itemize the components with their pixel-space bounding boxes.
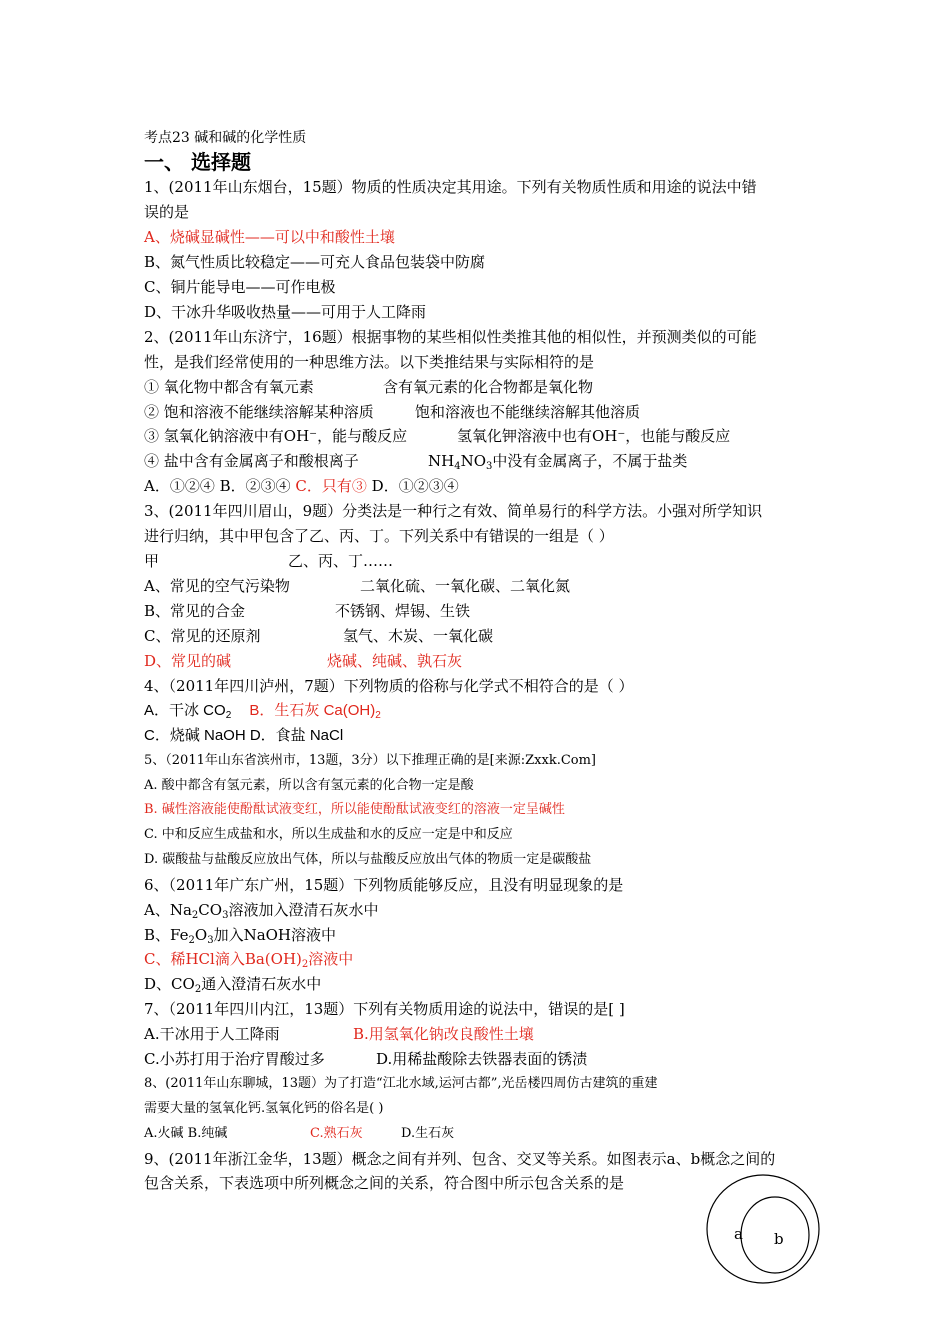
q8-stem-line1: 8、(2011年山东聊城，13题）为了打造“江北水域,运河古都”,光岳楼四周仿古建筑的重建	[144, 1076, 658, 1091]
q6-a-sub1: 2	[191, 910, 199, 921]
q7-option-a: A.干冰用于人工降雨	[144, 1025, 280, 1043]
q5-option-a: A. 酸中都含有氢元素，所以含有氢元素的化合物一定是酸	[144, 778, 474, 793]
q6-c-text1: C、稀HCl滴入Ba(OH)	[144, 950, 302, 968]
q2-option-ab: A．①②④ B．②③④	[144, 477, 291, 495]
q3-stem-line2: 进行归纳，其中甲包含了乙、丙、丁。下列关系中有错误的一组是（ ）	[144, 527, 614, 545]
q8-options	[144, 1124, 455, 1144]
q6-stem: 6、（2011年广东广州，15题）下列物质能够反应，且没有明显现象的是	[144, 876, 624, 894]
venn-label-a: a	[734, 1225, 743, 1243]
q8-stem-line2: 需要大量的氢氧化钙.氢氧化钙的俗名是( )	[144, 1101, 384, 1116]
q4-option-b	[249, 702, 380, 719]
q6-d-sub1: 2	[194, 984, 202, 995]
q5-option-b: B. 碱性溶液能使酚酞试液变红，所以能使酚酞试液变红的溶液一定呈碱性	[144, 802, 565, 817]
q3-option-c	[144, 626, 494, 646]
q3-option-c-left: C、常见的还原剂	[144, 627, 261, 645]
q4-options-cd: C．烧碱 NaOH D．食盐 NaCl	[144, 727, 344, 744]
q8-option-ab: A.火碱 B.纯碱	[144, 1126, 228, 1141]
q6-a-sub2: 3	[222, 910, 229, 921]
q1-option-b: B、氮气性质比较稳定——可充人食品包装袋中防腐	[144, 253, 486, 271]
q2-item-4-left: ④ 盐中含有金属离子和酸根离子	[144, 452, 359, 470]
q4-stem: 4、（2011年四川泸州，7题）下列物质的俗称与化学式不相符合的是（ ）	[144, 677, 634, 695]
q2-stem-line1: 2、(2011年山东济宁，16题）根据事物的某些相似性类推其他的相似性，并预测类似的可能	[144, 328, 757, 346]
q6-option-b	[144, 925, 336, 951]
q3-option-b-right: 不锈钢、焊锡、生铁	[335, 602, 471, 620]
q5-option-d: D. 碳酸盐与盐酸反应放出气体，所以与盐酸反应放出气体的物质一定是碳酸盐	[144, 852, 592, 867]
section-heading: 一、 选择题	[144, 150, 251, 174]
venn-label-b: b	[774, 1230, 784, 1248]
q4-options-ab	[144, 701, 381, 726]
q6-b-text3: 加入NaOH溶液中	[213, 926, 337, 944]
q8-option-c: C.熟石灰	[310, 1126, 363, 1141]
q9-stem-line2: 包含关系，下表选项中所列概念之间的关系，符合图中所示包含关系的是	[144, 1174, 625, 1192]
q2-item-2-right: 饱和溶液也不能继续溶解其他溶质	[415, 403, 641, 421]
q8-option-d: D.生石灰	[401, 1126, 455, 1141]
q5-option-c: C. 中和反应生成盐和水，所以生成盐和水的反应一定是中和反应	[144, 827, 513, 842]
q2-item-3	[144, 426, 731, 446]
q6-b-sub2: 3	[207, 935, 214, 946]
q2-item-4-right	[428, 451, 687, 477]
q3-col-left: 甲	[144, 552, 160, 570]
topic-title: 考点23 碱和碱的化学性质	[144, 130, 307, 146]
venn-diagram	[705, 1172, 825, 1287]
q2-item-4-sub1: 4	[454, 461, 461, 472]
q7-option-b: B.用氢氧化钠改良酸性土壤	[353, 1025, 534, 1043]
q4-option-b-text: B．生石灰 Ca(OH)	[249, 702, 376, 719]
q4-option-a	[144, 702, 231, 719]
q4-option-b-sub: 2	[375, 710, 381, 721]
q5-stem: 5、（2011年山东省滨州市，13题，3分）以下推理正确的是[来源:Zxxk.Com]	[144, 753, 596, 768]
q6-option-d	[144, 974, 321, 1000]
q3-header	[144, 551, 394, 571]
q6-d-text2: 通入澄清石灰水中	[201, 975, 322, 993]
q3-option-d-right: 烧碱、纯碱、孰石灰	[327, 652, 463, 670]
q9-stem-line1: 9、(2011年浙江金华，13题）概念之间有并列、包含、交叉等关系。如图表示a、b概念之间的	[144, 1150, 776, 1168]
q6-option-c	[144, 949, 353, 975]
q3-stem-line1: 3、(2011年四川眉山，9题）分类法是一种行之有效、简单易行的科学方法。小强对所学知识	[144, 502, 763, 520]
q1-option-a: A、烧碱显碱性——可以中和酸性土壤	[144, 228, 395, 246]
q6-b-sub1: 2	[188, 935, 195, 946]
q6-option-a	[144, 900, 378, 926]
q3-col-right: 乙、丙、丁……	[288, 552, 394, 570]
q3-option-a-right: 二氧化硫、一氧化碳、二氧化氮	[360, 577, 571, 595]
q6-c-sub1: 2	[301, 959, 309, 970]
q2-options	[144, 476, 459, 496]
q3-option-d-left: D、常见的碱	[144, 652, 232, 670]
q2-item-4-formula-b: NO	[460, 452, 487, 470]
q1-option-c: C、铜片能导电——可作电极	[144, 278, 336, 296]
q7-stem: 7、（2011年四川内江，13题）下列有关物质用途的说法中，错误的是[ ]	[144, 1000, 625, 1018]
q2-item-4-formula-a: NH	[428, 452, 455, 470]
q6-a-text2: CO	[198, 901, 223, 919]
q2-item-4	[144, 451, 688, 472]
q3-option-d	[144, 651, 463, 671]
q4-option-a-text: A．干冰 CO	[144, 702, 226, 719]
q3-option-b-left: B、常见的合金	[144, 602, 246, 620]
q2-stem-line2: 性，是我们经常使用的一种思维方法。以下类推结果与实际相符的是	[144, 353, 595, 371]
q2-item-4-sub2: 3	[486, 461, 493, 472]
q6-a-text1: A、Na	[144, 901, 192, 919]
q2-item-1-left: ① 氧化物中都含有氧元素	[144, 378, 314, 396]
q3-option-a-left: A、常见的空气污染物	[144, 577, 290, 595]
q6-b-text1: B、Fe	[144, 926, 189, 944]
q6-d-text1: D、CO	[144, 975, 195, 993]
q2-option-c: C．只有③	[295, 477, 367, 495]
q2-item-1-right: 含有氧元素的化合物都是氧化物	[383, 378, 594, 396]
q7-option-c: C.小苏打用于治疗胃酸过多	[144, 1050, 325, 1068]
q2-item-3-left: ③ 氢氧化钠溶液中有OH⁻，能与酸反应	[144, 427, 408, 445]
q3-option-c-right: 氢气、木炭、一氧化碳	[343, 627, 494, 645]
q4-option-a-sub: 2	[225, 710, 232, 721]
q7-option-d: D.用稀盐酸除去铁器表面的锈渍	[376, 1050, 588, 1068]
q1-stem-line1: 1、(2011年山东烟台，15题）物质的性质决定其用途。下列有关物质性质和用途的说法中错	[144, 178, 757, 196]
q1-option-d: D、干冰升华吸收热量——可用于人工降雨	[144, 303, 427, 321]
q2-item-3-right: 氢氧化钾溶液中也有OH⁻，也能与酸反应	[457, 427, 731, 445]
q3-option-a	[144, 576, 571, 596]
q7-options-cd	[144, 1049, 588, 1069]
q1-stem-line2: 误的是	[144, 203, 190, 221]
q6-a-text3: 溶液加入澄清石灰水中	[228, 901, 379, 919]
venn-circle-a	[707, 1175, 819, 1283]
q6-b-text2: O	[194, 926, 208, 944]
q2-item-2	[144, 402, 641, 422]
q2-option-d: D．①②③④	[371, 477, 459, 495]
q2-item-1	[144, 377, 594, 397]
q2-item-2-left: ② 饱和溶液不能继续溶解某种溶质	[144, 403, 374, 421]
q3-option-b	[144, 601, 471, 621]
q6-c-text2: 溶液中	[308, 950, 354, 968]
q7-options-ab	[144, 1024, 534, 1044]
q2-item-4-formula-c: 中没有金属离子，不属于盐类	[492, 452, 688, 470]
